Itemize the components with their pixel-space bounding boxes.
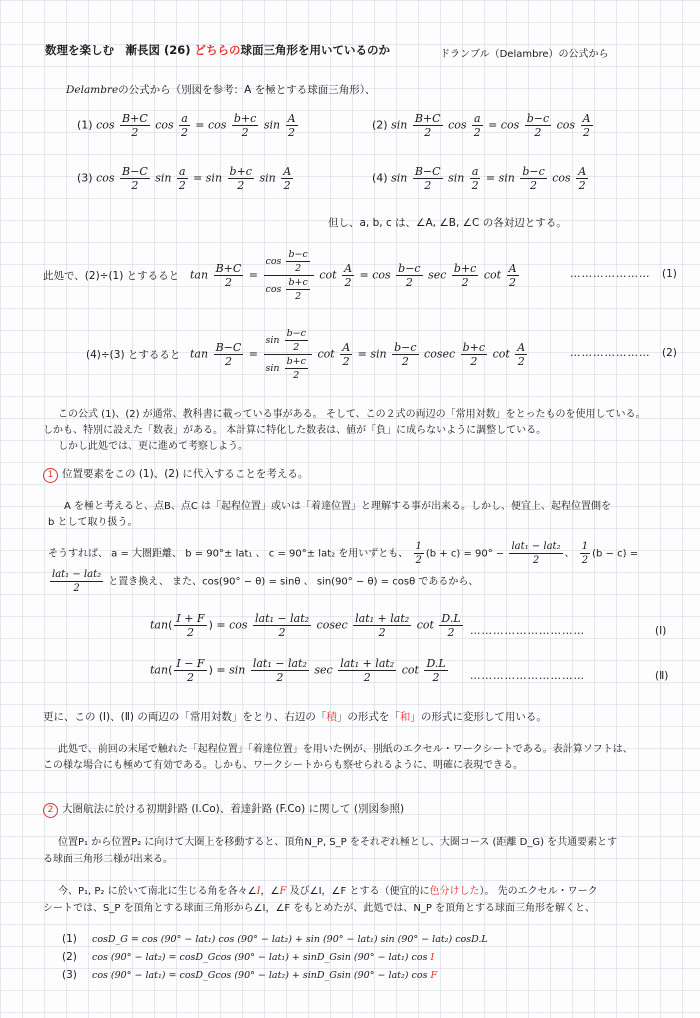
dots-II: …………………………	[470, 670, 585, 682]
sec2-eq2-label: (2)	[62, 951, 77, 963]
derive-1-eq: tan $\frac{B+C}{2}$ = cos $\frac{b-c}{2}$ cos $\frac{b+c}{2}$ cot $\frac{A}{2}$ = cos $\frac{b-c}{2}$ sec $\frac{b+c}{2}$ cot $\frac{A}{2}$	[190, 249, 517, 302]
eq-I: tan( $\frac{I + F}{2}$ ) = cos $\frac{\text{lat₁ − lat₂}}{2}$ cosec $\frac{\text{lat₁ + lat₂}}{2}$ cot $\frac{D.L}{2}$	[150, 612, 461, 639]
sec1-line1: A を極と考えると、点B、点C は「起程位置」或いは「着達位置」と理解する事が出来る。しかし、便宜上、起程位置側を	[64, 501, 612, 512]
sec2-eq1: cosD_G = cos (90° − lat₁) cos (90° − lat₂) + sin (90° − lat₁) sin (90° − lat₂) cosD.L	[92, 934, 488, 945]
sec2-eq3-label: (3)	[62, 969, 77, 981]
sec2-eq3: cos (90° − lat₁) = cosD_Gcos (90° − lat₂) + sinD_Gsin (90° − lat₂) cos F	[92, 970, 438, 981]
page-subtitle: ドランブル（Delambre）の公式から	[440, 49, 609, 60]
title-highlight: どちらの	[194, 43, 241, 57]
derive-2-text: (4)÷(3) とするると	[86, 349, 181, 361]
eq-number-I: (Ⅰ)	[655, 625, 667, 637]
formula-3: (3) cos $\frac{B-C}{2}$ sin $\frac{a}{2}$ = sin $\frac{b+c}{2}$ sin $\frac{A}{2}$	[77, 165, 292, 192]
page-title: 数理を楽しむ 漸長図 (26) どちらの球面三角形を用いているのか	[45, 43, 391, 57]
sec2-eq1-label: (1)	[62, 933, 77, 945]
para3-line1: 此処で、前回の末尾で触れた「起程位置」「着達位置」を用いた例が、別紙のエクセル・ワークシートである。表計算ソフトは、	[58, 744, 633, 755]
eq-number-1: (1)	[662, 268, 677, 280]
para3-line2: この様な場合にも極めて有効である。しかも、ワークシートからも察せられるように、明確に表現できる。	[43, 760, 523, 771]
para1-line1: この公式 (1)、(2) が通常、教科書に載っている事がある。 そして、この２式の両辺の「常用対数」をとったものを使用している。	[58, 409, 646, 420]
formula-2: (2) sin $\frac{B+C}{2}$ cos $\frac{a}{2}$ = cos $\frac{b-c}{2}$ cos $\frac{A}{2}$	[372, 112, 591, 139]
formula-1: (1) cos $\frac{B+C}{2}$ cos $\frac{a}{2}$ = cos $\frac{b+c}{2}$ sin $\frac{A}{2}$	[77, 112, 296, 139]
eq-II: tan( $\frac{I - F}{2}$ ) = sin $\frac{\text{lat₁ − lat₂}}{2}$ sec $\frac{\text{lat₁ + lat₂}}{2}$ cot $\frac{D.L}{2}$	[150, 657, 446, 684]
para2: 更に、この (Ⅰ)、(Ⅱ) の両辺の「常用対数」をとり、右辺の「積」の形式を「和」の形式に変形して用いる。	[43, 711, 547, 723]
derive-1-text: 此処で、(2)÷(1) とするると	[43, 270, 180, 282]
derive-2-eq: tan $\frac{B-C}{2}$ = sin $\frac{b-c}{2}$ sin $\frac{b+c}{2}$ cot $\frac{A}{2}$ = sin $\frac{b-c}{2}$ cosec $\frac{b+c}{2}$ cot $\frac{A}{2}$	[190, 328, 526, 381]
eq-number-II: (Ⅱ)	[655, 670, 669, 682]
section-1-heading: 1 位置要素をこの (1)、(2) に代入することを考える。	[43, 466, 308, 483]
sec2-eq2: cos (90° − lat₂) = cosD_Gcos (90° − lat₁) + sinD_Gsin (90° − lat₁) cos I	[92, 952, 435, 963]
section-1-number: 1	[43, 468, 58, 483]
eq-number-2: (2)	[662, 347, 677, 359]
section-2-number: 2	[43, 803, 58, 818]
sec1-line3: そうすれば、 a = 大圏距離、 b = 90°± lat₁ 、 c = 90°± lat₂ を用いずとも、 $\frac{1}{2}$ (b + c) = 90° − $\frac{\text{lat₁ − lat₂}}{2}$ 、 $\frac{1}{2}$ (b − c) =	[48, 541, 639, 566]
para1-line2: しかも、特別に設えた「数表」がある。 本計算に特化した数表は、値が「負」に成らないように調整している。	[43, 425, 547, 436]
sec2-line2: る球面三角形二様が出来る。	[43, 854, 173, 865]
sec2-line4: シートでは、S_P を頂角とする球面三角形から∠I，∠F をもとめたが、此処では、N_P を頂角とする球面三角形を解くと、	[43, 903, 596, 914]
section-2-heading: 2 大圏航法に於ける初期針路 (I.Co)、着達針路 (F.Co) に関して (別図参照)	[43, 801, 404, 818]
intro-line: Delambreの公式から（別図を参考：A を極とする球面三角形）、	[66, 84, 376, 96]
dots-1: …………………	[570, 268, 651, 280]
sec2-line1: 位置P₁ から位置P₂ に向けて大圏上を移動すると、頂角N_P, S_P をそれぞれ極とし、大圏コース (距離 D_G) を共通要素とす	[58, 837, 618, 848]
dots-2: …………………	[570, 347, 651, 359]
formula-4: (4) sin $\frac{B-C}{2}$ sin $\frac{a}{2}$ = sin $\frac{b-c}{2}$ cos $\frac{A}{2}$	[372, 165, 587, 192]
sec1-line4: $\frac{\text{lat₁ − lat₂}}{2}$ と置き換え、 また、cos(90° − θ) = sinθ 、 sin(90° − θ) = cosθ であるから、	[52, 569, 479, 594]
para1-line3: しかし此処では、更に進めて考察しよう。	[58, 441, 248, 452]
sec2-line3: 今、P₁, P₂ に於いて南北に生じる角を各々∠I，∠F 及び∠I，∠F とする（便宜的に色分けした）。 先のエクセル・ワーク	[58, 886, 598, 897]
dots-I: …………………………	[470, 625, 585, 637]
note-line: 但し、a, b, c は、∠A, ∠B, ∠C の各対辺とする。	[328, 217, 567, 229]
sec1-line2: b として取り扱う。	[48, 517, 138, 528]
